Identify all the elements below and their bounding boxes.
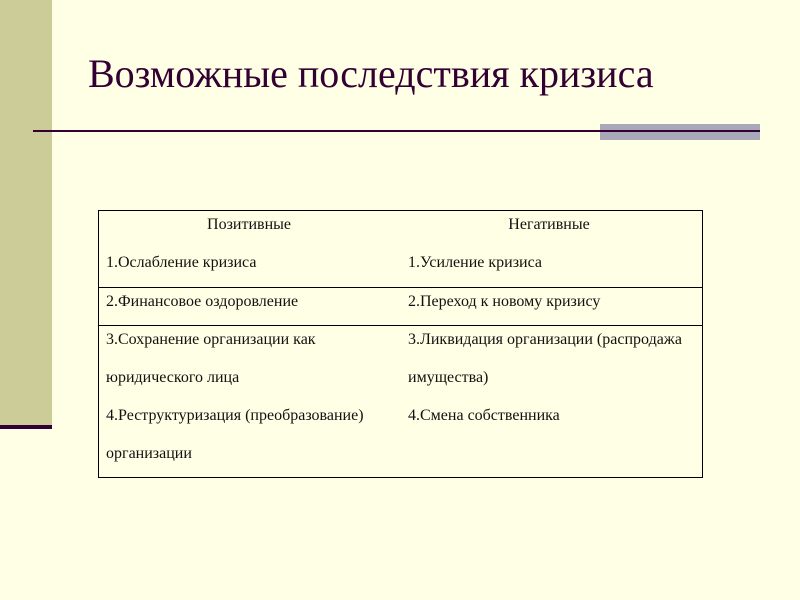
column-header-positive: Позитивные	[207, 216, 291, 233]
table-cell-positive	[106, 211, 391, 287]
table-cell-text: 3.Сохранение организации как	[106, 331, 316, 348]
table-cell-negative	[408, 211, 698, 287]
table-cell-negative	[408, 326, 698, 440]
side-decoration-rule	[0, 425, 52, 429]
column-header-negative: Негативные	[508, 216, 590, 233]
table-cell-text: 1.Ослабление кризиса	[106, 254, 257, 271]
consequences-table	[98, 210, 703, 478]
table-cell-text: 2.Переход к новому кризису	[408, 293, 601, 310]
table-cell-text: 3.Ликвидация организации (распродажа	[408, 331, 682, 348]
side-decoration-band	[0, 0, 52, 427]
table-cell-positive	[106, 326, 391, 478]
table-cell-negative	[408, 288, 698, 326]
table-cell-positive	[106, 288, 391, 326]
table-row	[99, 325, 702, 478]
table-cell-text: 4.Смена собственника	[408, 407, 560, 424]
slide-title: Возможные последствия кризиса	[88, 51, 654, 96]
table-cell-text: юридического лица	[106, 369, 240, 386]
table-cell-text: организации	[106, 445, 192, 462]
title-underline	[33, 130, 600, 132]
title-accent-block	[600, 124, 760, 140]
table-row	[99, 287, 702, 326]
table-cell-text: 2.Финансовое оздоровление	[106, 293, 299, 310]
title-accent-line	[600, 130, 760, 132]
table-cell-text: имущества)	[408, 369, 489, 386]
table-cell-text: 4.Реструктуризация (преобразование)	[106, 407, 364, 424]
table-cell-text: 1.Усиление кризиса	[408, 254, 542, 271]
table-row	[99, 211, 702, 287]
